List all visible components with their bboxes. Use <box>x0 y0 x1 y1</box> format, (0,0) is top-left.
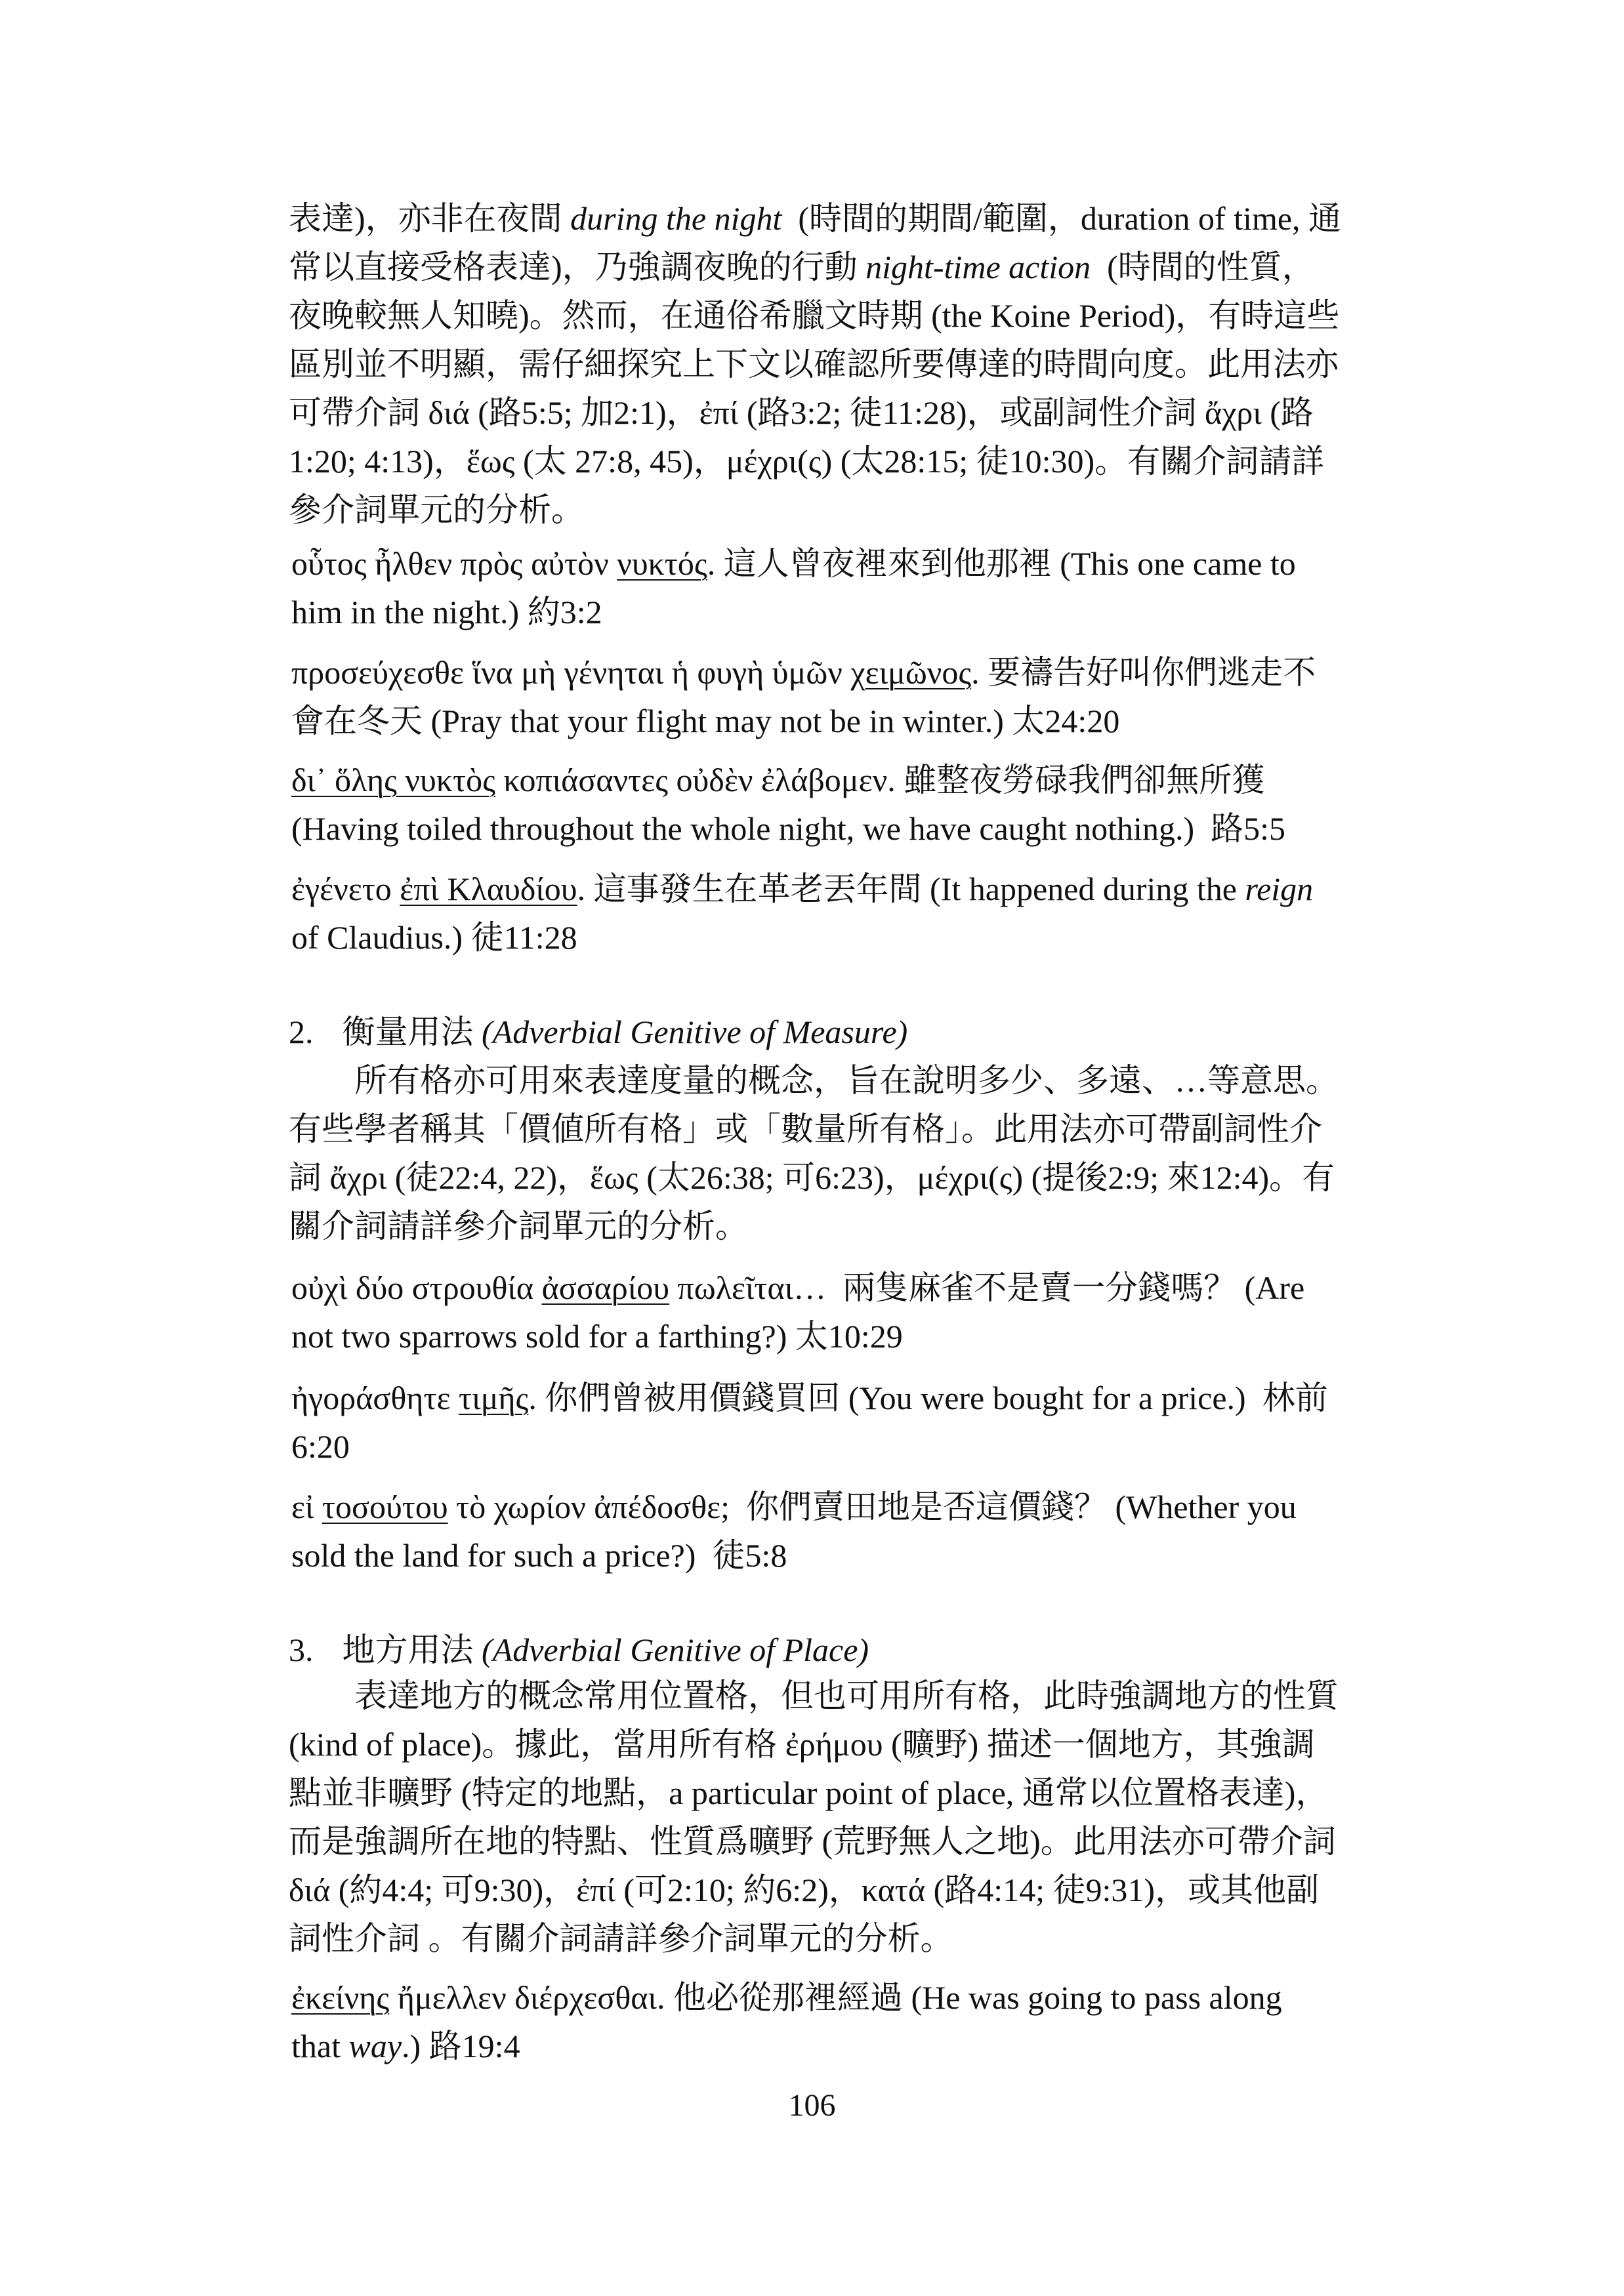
example-time-4-cont: of Claudius.) 徒11:28 <box>291 919 577 956</box>
section-2-para-1: 所有格亦可用來表達度量的概念，旨在說明多少、多遠、…等意思。 <box>289 1062 1339 1099</box>
section-2-para-4: 關介詞請詳參介詞單元的分析。 <box>289 1208 748 1244</box>
intro-line-6: 1:20; 4:13)，ἕως (太 27:8, 45)，μέχρι(ς) (太28:15; 徒10:30)。有關介詞請詳 <box>289 443 1325 480</box>
intro-line-3: 夜晚較無人知曉)。然而，在通俗希臘文時期 (the Koine Period)，有時這些 <box>289 297 1340 334</box>
example-time-4: ἐγένετο ἐπὶ Κλαυδίου. 這事發生在革老丟年間 (It happened during the reign <box>291 871 1314 907</box>
page-number: 106 <box>788 2088 836 2123</box>
example-time-3-cont: (Having toiled throughout the whole night, we have caught nothing.) 路5:5 <box>291 810 1285 847</box>
intro-line-2: 常以直接受格表達)，乃強調夜晚的行動 night-time action (時間的性質， <box>289 249 1315 285</box>
example-time-3: δι᾽ ὅλης νυκτὸς κοπιάσαντες οὐδὲν ἐλάβομεν. 雖整夜勞碌我們卻無所獲 <box>291 762 1265 798</box>
example-time-2-cont: 會在冬天 (Pray that your flight may not be in winter.) 太24:20 <box>291 703 1120 739</box>
example-place-1-cont: that way.) 路19:4 <box>291 2028 520 2064</box>
section-2-heading: 2. 衡量用法 (Adverbial Genitive of Measure) <box>289 1014 908 1050</box>
example-measure-1: οὐχὶ δύο στρουθία ἀσσαρίου πωλεῖται… 兩隻麻雀不是賣一分錢嗎？ (Are <box>291 1269 1305 1306</box>
example-measure-2-cont: 6:20 <box>291 1428 350 1465</box>
intro-line-1: 表達)，亦非在夜間 during the night (時間的期間/範圍，duration of time, 通 <box>289 200 1342 237</box>
section-3-para-3: 點並非曠野 (特定的地點，a particular point of place, 通常以位置格表達)， <box>289 1774 1329 1811</box>
section-2-para-2: 有些學者稱其「價値所有格」或「數量所有格」。此用法亦可帶副詞性介 <box>289 1111 1322 1147</box>
example-time-1: οὗτος ἦλθεν πρὸς αὐτὸν νυκτός. 這人曾夜裡來到他那裡 (This one came to <box>291 545 1296 582</box>
example-time-2: προσεύχεσθε ἵνα μὴ γένηται ἡ φυγὴ ὑμῶν χειμῶνος. 要禱告好叫你們逃走不 <box>291 654 1316 691</box>
example-measure-3: εἰ τοσούτου τὸ χωρίον ἀπέδοσθε; 你們賣田地是否這價錢？ (Whether you <box>291 1488 1297 1525</box>
intro-line-5: 可帶介詞 διά (路5:5; 加2:1)，ἐπί (路3:2; 徒11:28)，或副詞性介詞 ἄχρι (路 <box>289 394 1314 431</box>
section-2-para-3: 詞 ἄχρι (徒22:4, 22)，ἕως (太26:38; 可6:23)，μέχρι(ς) (提後2:9; 來12:4)。有 <box>289 1159 1335 1196</box>
example-time-1-cont: him in the night.) 約3:2 <box>291 594 602 630</box>
section-3-para-2: (kind of place)。據此，當用所有格 ἐρήμου (曠野) 描述一個地方，其強調 <box>289 1726 1315 1763</box>
section-3-para-4: 而是強調所在地的特點、性質爲曠野 (荒野無人之地)。此用法亦可帶介詞 <box>289 1823 1336 1860</box>
section-3-para-1: 表達地方的概念常用位置格，但也可用所有格，此時強調地方的性質 <box>289 1677 1339 1714</box>
example-measure-2: ἠγοράσθητε τιμῆς. 你們曾被用價錢買回 (You were bought for a price.) 林前 <box>291 1380 1328 1416</box>
section-3-para-6: 詞性介詞 。有關介詞請詳參介詞單元的分析。 <box>289 1920 953 1957</box>
example-measure-3-cont: sold the land for such a price?) 徒5:8 <box>291 1537 787 1574</box>
example-measure-1-cont: not two sparrows sold for a farthing?) 太10:29 <box>291 1318 903 1355</box>
intro-line-4: 區別並不明顯，需仔細探究上下文以確認所要傳達的時間向度。此用法亦 <box>289 346 1339 382</box>
intro-line-7: 參介詞單元的分析。 <box>289 491 584 528</box>
section-3-heading: 3. 地方用法 (Adverbial Genitive of Place) <box>289 1631 869 1668</box>
section-3-para-5: διά (約4:4; 可9:30)，ἐπί (可2:10; 約6:2)，κατά (路4:14; 徒9:31)，或其他副 <box>289 1872 1320 1908</box>
example-place-1: ἐκείνης ἤμελλεν διέρχεσθαι. 他必從那裡經過 (He was going to pass along <box>291 1979 1282 2016</box>
